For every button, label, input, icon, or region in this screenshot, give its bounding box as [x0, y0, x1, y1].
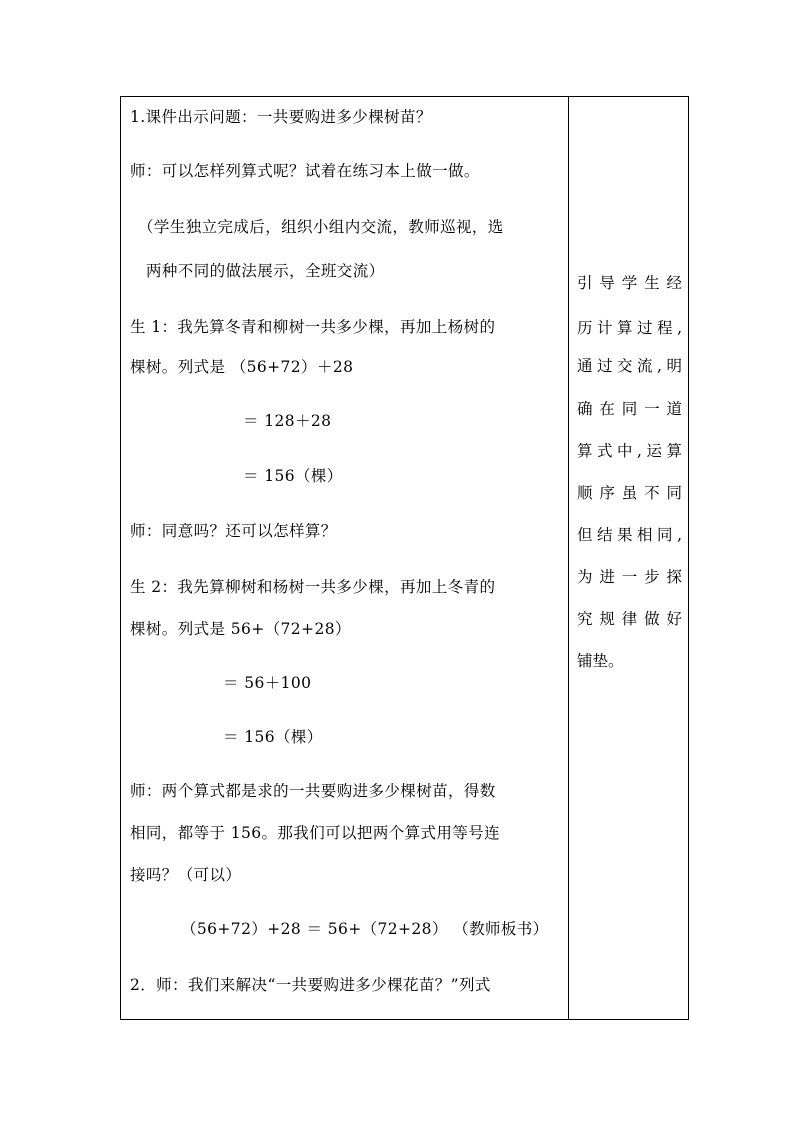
design-intent-cell	[569, 97, 688, 1019]
side-text-line: 究规律做好	[577, 610, 682, 628]
text-line: 师：两个算式都是求的一共要购进多少棵树苗，得数	[130, 782, 496, 800]
side-text-line: 引导学生经	[577, 274, 682, 292]
side-text-line: 确在同一道	[577, 400, 682, 418]
side-text-line: 通过交流,明	[577, 357, 682, 375]
text-line: 接吗？（可以）	[130, 866, 242, 884]
teaching-process-cell	[121, 97, 568, 1019]
equation-step: ＝ 156（棵）	[223, 728, 323, 746]
text-line: 师：同意吗？还可以怎样算？	[130, 522, 337, 540]
text-line: 相同，都等于 156。那我们可以把两个算式用等号连	[130, 824, 501, 842]
equation-step: ＝ 128＋28	[243, 412, 332, 430]
side-text-line: 算式中,运算	[577, 442, 682, 460]
side-text-line: 历计算过程,	[577, 319, 682, 337]
text-line: 2．师：我们来解决“一共要购进多少棵花苗？”列式	[130, 976, 491, 994]
text-line: 棵树。列式是 56+（72+28）	[130, 620, 351, 638]
text-line: （学生独立完成后，组织小组内交流，教师巡视，选	[138, 218, 504, 236]
side-text-line: 为进一步探	[577, 568, 682, 586]
equation-board: （56+72）+28 ＝ 56+（72+28） （教师板书）	[181, 920, 549, 938]
text-line: 两种不同的做法展示，全班交流）	[146, 262, 385, 280]
text-line: 生 1：我先算冬青和柳树一共多少棵，再加上杨树的	[130, 318, 496, 336]
side-text-line: 铺垫。	[577, 652, 624, 670]
text-line: 师：可以怎样列算式呢？试着在练习本上做一做。	[130, 162, 480, 180]
lesson-table	[120, 96, 689, 1020]
text-line: 棵树。列式是 （56+72）＋28	[130, 358, 354, 376]
side-text-line: 但结果相同,	[577, 526, 682, 544]
equation-step: ＝ 56＋100	[223, 674, 312, 692]
text-line: 生 2：我先算柳树和杨树一共多少棵，再加上冬青的	[130, 578, 496, 596]
equation-step: ＝ 156（棵）	[243, 467, 343, 485]
side-text-line: 顺序虽不同	[577, 484, 682, 502]
text-line: 1.课件出示问题：一共要购进多少棵树苗？	[130, 108, 432, 126]
